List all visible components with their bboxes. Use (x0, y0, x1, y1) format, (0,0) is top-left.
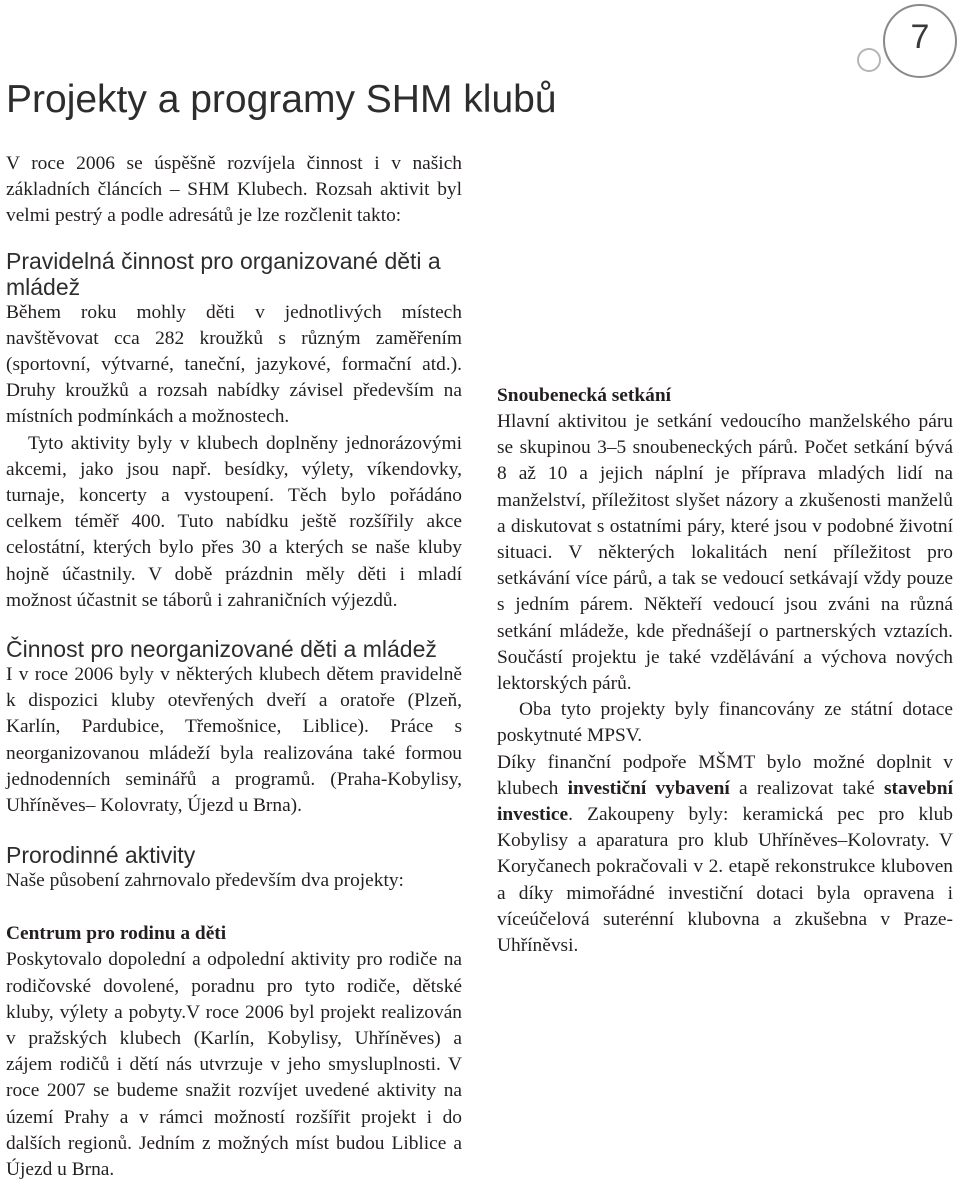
right-column (497, 151, 953, 959)
family-center-paragraph: Poskytovalo dopolední a odpolední aktivity pro rodiče na rodičovské dovolené, poradnu pro tyto rodiče, dětské kluby, výlety a pobyty.V roce 2006 byl projekt realizován v pražských klubech (Karlín, Kobylisy, Uhříněves) a zájem rodičů i dětí nás utvrzuje v jeho smysluplnosti. V roce 2007 se budeme snažit rozvíjet uvedené aktivity na území Prahy a v rámci možností rozšířit projekt i do dalších regionů. Jedním z možných míst budou Liblice a Újezd u Brna. (6, 949, 462, 1181)
unorganized-activities-paragraph: I v roce 2006 byly v některých klubech dětem pravidelně k dispozici kluby otevřených dveří a oratoře (Plzeň, Karlín, Pardubice, Třemošnice, Liblice). Práce s neorganizovanou mládeží byla realizována také formou jednodenních seminářů a programů. (Praha-Kobylisy, Uhříněves– Kolovraty, Újezd u Brna). (6, 664, 462, 817)
family-activities-paragraph: Naše působení zahrnovalo především dva projekty: (6, 870, 404, 892)
investments-paragraph (497, 750, 953, 960)
family-center-heading: Centrum pro rodinu a děti (6, 923, 227, 945)
left-column (6, 151, 462, 1183)
investments-bold-equipment: investiční vybavení (567, 777, 730, 799)
organized-activities-paragraph: Během roku mohly děti v jednotlivých místech navštěvovat cca 282 kroužků s různým zaměřením (sportovní, výtvarné, taneční, jazykové, formační atd.). Druhy kroužků a rozsah nabídky závisel především na místních podmínkách a možnostech. (6, 301, 462, 428)
engaged-couples-paragraph: Hlavní aktivitou je setkání vedoucího manželského páru se skupinou 3–5 snoubeneckých párů. Počet setkání bývá 8 až 10 a jejich náplní je příprava mladých lidí na manželství, příležitost slyšet názory a zkušenosti manželů a diskutovat s ostatními páry, které jsou v podobné životní situaci. V některých lokalitách není příležitost pro setkávání více párů, a tak se vedoucí setkávají vždy pouze s jedním párem. Někteří vedoucí jsou zváni na různá setkání mládeže, kde přednášejí o partnerských vztazích. Součástí projektu je také vzdělávání a výchova nových lektorských párů. (497, 411, 953, 695)
unorganized-activities-heading: Činnost pro neorganizované děti a mládež (6, 636, 437, 663)
page-title: Projekty a programy SHM klubů (6, 78, 557, 121)
organized-events-paragraph: Tyto aktivity byly v klubech doplněny jednorázovými akcemi, jako jsou např. besídky, výlety, víkendovky, turnaje, koncerty a vystoupení. Těch bylo pořádáno celkem téměř 400. Tuto nabídku ještě rozšířily akce celostátní, kterých bylo přes 30 a kterých se naše kluby hojně účastnily. V době prázdnin měly děti i mladí možnost účastnit se táborů i zahraničních výjezdů. (6, 432, 462, 611)
investments-bold-construction: stavební investice (497, 777, 953, 826)
investments-mid: a realizovat také (739, 777, 875, 799)
investments-intro: Díky finanční podpoře MŠMT bylo možné doplnit v klubech (497, 751, 953, 799)
page-number-decoration (857, 48, 881, 72)
engaged-couples-heading: Snoubenecká setkání (497, 385, 672, 406)
funding-paragraph: Oba tyto projekty byly financovány ze státní dotace poskytnuté MPSV. (497, 699, 953, 747)
page-number-badge (883, 4, 957, 78)
family-activities-heading: Prorodinné aktivity (6, 842, 196, 869)
page-number: 7 (910, 18, 930, 56)
organized-activities-heading: Pravidelná činnost pro organizované děti a mládež (6, 247, 441, 300)
investments-rest: . Zakoupeny byly: keramická pec pro klub Kobylisy a aparatura pro klub Uhříněves–Kolovraty. V Koryčanech pokračovali v 2. etapě rekonstrukce kluboven a díky mimořádné investiční dotaci byla opravena i víceúčelová suterénní klubovna a zkušebna v Praze-Uhříněvsi. (497, 804, 953, 957)
intro-paragraph: V roce 2006 se úspěšně rozvíjela činnost i v našich základních článcích – SHM Klubech. Rozsah aktivit byl velmi pestrý a podle adresátů je lze rozčlenit takto: (6, 153, 462, 227)
